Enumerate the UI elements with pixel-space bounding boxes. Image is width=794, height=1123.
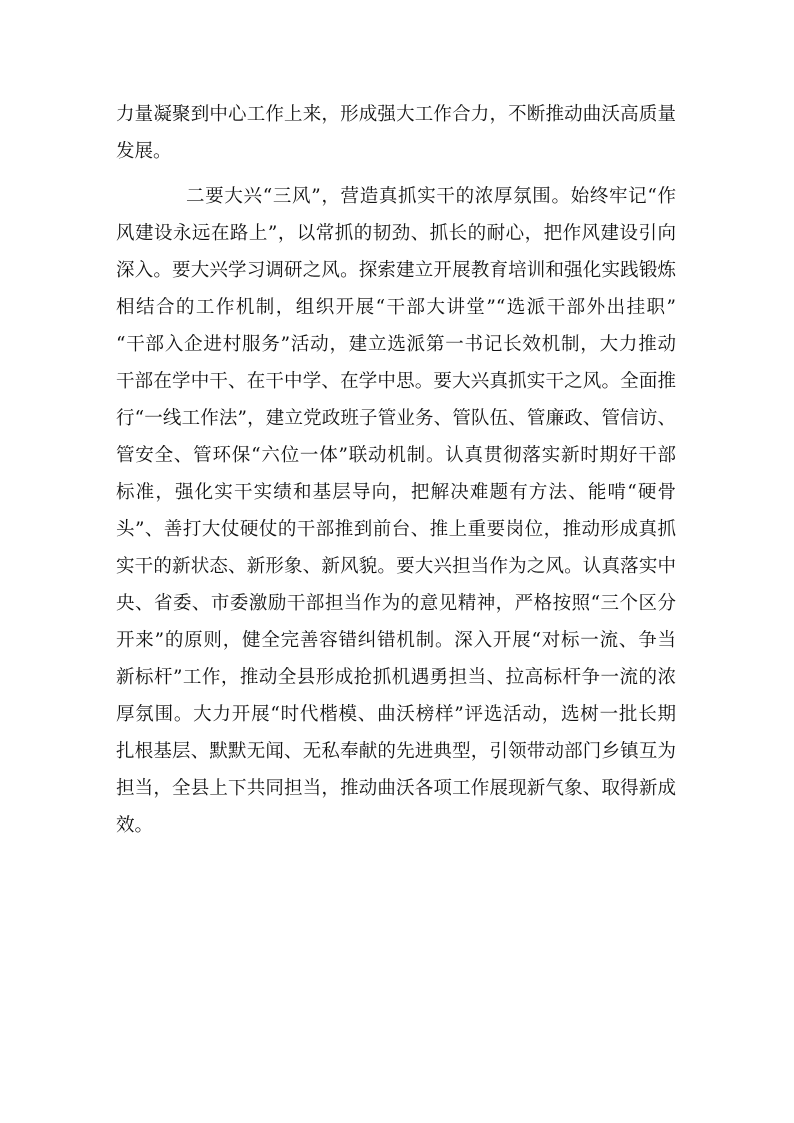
text-line: 二要大兴“三风”，营造真抓实干的浓厚氛围。始终牢记“作: [186, 186, 676, 207]
paragraph-continuation: [116, 96, 676, 170]
paragraph-three-styles: [116, 178, 676, 844]
text-line: 扎根基层、默默无闻、无私奉献的先进典型，引领带动部门乡镇互为: [116, 741, 676, 762]
text-line: 标准，强化实干实绩和基层导向，把解决难题有方法、能啃“硬骨: [116, 482, 676, 503]
text-line: 担当，全县上下共同担当，推动曲沃各项工作展现新气象、取得新成: [116, 778, 676, 799]
text-line: 力量凝聚到中心工作上来，形成强大工作合力，不断推动曲沃高质量: [116, 104, 676, 125]
text-line: 深入。要大兴学习调研之风。探索建立开展教育培训和强化实践锻炼: [116, 260, 676, 281]
text-line: 行“一线工作法”，建立党政班子管业务、管队伍、管廉政、管信访、: [116, 408, 676, 429]
text-line: 风建设永远在路上”，以常抓的韧劲、抓长的耐心，把作风建设引向: [116, 223, 676, 244]
text-line: 干部在学中干、在干中学、在学中思。要大兴真抓实干之风。全面推: [116, 371, 676, 392]
text-line: 实干的新状态、新形象、新风貌。要大兴担当作为之风。认真落实中: [116, 556, 676, 577]
text-line: 效。: [116, 815, 154, 836]
text-line: 管安全、管环保“六位一体”联动机制。认真贯彻落实新时期好干部: [116, 445, 676, 466]
text-line: 开来”的原则，健全完善容错纠错机制。深入开展“对标一流、争当: [116, 630, 676, 651]
text-line: 发展。: [116, 141, 172, 162]
text-line: 厚氛围。大力开展“时代楷模、曲沃榜样”评选活动，选树一批长期: [116, 704, 676, 725]
text-line: 央、省委、市委激励干部担当作为的意见精神，严格按照“三个区分: [116, 593, 676, 614]
text-line: 新标杆”工作，推动全县形成抢抓机遇勇担当、拉高标杆争一流的浓: [116, 667, 676, 688]
text-line: 头”、善打大仗硬仗的干部推到前台、推上重要岗位，推动形成真抓: [116, 519, 676, 540]
text-line: “干部入企进村服务”活动，建立选派第一书记长效机制，大力推动: [116, 334, 676, 355]
text-line: 相结合的工作机制，组织开展“干部大讲堂”“选派干部外出挂职”: [116, 297, 676, 318]
